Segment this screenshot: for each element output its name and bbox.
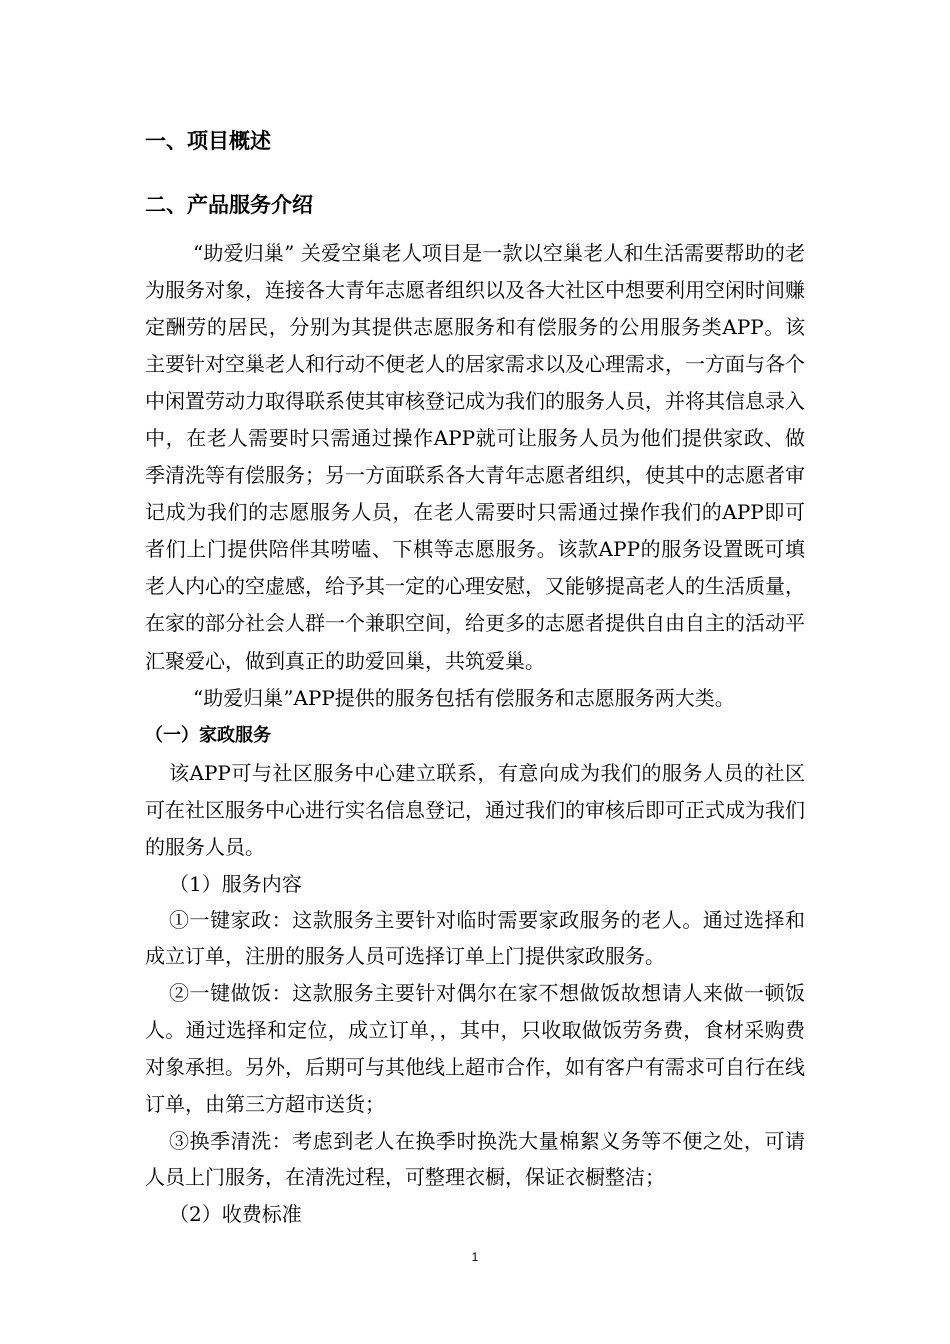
text-line: 者们上门提供陪伴其唠嗑、下棋等志愿服务。该款APP的服务设置既可填	[145, 537, 805, 561]
text-line: 订单，由第三方超市送货；	[145, 1092, 385, 1116]
text-line: 汇聚爱心，做到真正的助爱回巢，共筑爱巢。	[145, 649, 545, 673]
text-line: ③换季清洗：考虑到老人在换季时换洗大量棉絮义务等不便之处，可请	[169, 1129, 805, 1153]
text-line: 中，在老人需要时只需通过操作APP就可让服务人员为他们提供家政、做	[145, 426, 805, 450]
heading-product-service: 二、产品服务介绍	[145, 193, 313, 217]
text-line: 在家的部分社会人群一个兼职空间，给更多的志愿者提供自由自主的活动平	[145, 611, 805, 635]
section-heading: （一）家政服务	[145, 725, 271, 746]
heading-project-overview: 一、项目概述	[145, 129, 271, 153]
subheading: （2）收费标准	[169, 1202, 302, 1226]
text-line: ①一键家政：这款服务主要针对临时需要家政服务的老人。通过选择和	[169, 908, 805, 932]
text-line: 老人内心的空虚感，给予其一定的心理安慰，又能够提高老人的生活质量，	[145, 574, 805, 598]
text-line: 季清洗等有偿服务；另一方面联系各大青年志愿者组织，使其中的志愿者审	[145, 463, 805, 487]
text-line: 定酬劳的居民，分别为其提供志愿服务和有偿服务的公用服务类APP。该	[145, 315, 805, 339]
text-line: 成立订单，注册的服务人员可选择订单上门提供家政服务。	[145, 944, 665, 968]
text-line: 人。通过选择和定位，成立订单，，其中，只收取做饭劳务费，食材采购费	[145, 1018, 805, 1042]
text-line: 人员上门服务，在清洗过程，可整理衣橱，保证衣橱整洁；	[145, 1165, 665, 1189]
text-line: 记成为我们的志愿服务人员，在老人需要时只需通过操作我们的APP即可	[145, 500, 805, 524]
text-line: ②一键做饭：这款服务主要针对偶尔在家不想做饭故想请人来做一顿饭	[169, 981, 805, 1005]
text-line: 该APP可与社区服务中心建立联系，有意向成为我们的服务人员的社区	[169, 761, 805, 785]
text-line: “助爱归巢”APP提供的服务包括有偿服务和志愿服务两大类。	[193, 686, 735, 710]
page-number: 1	[471, 1250, 479, 1264]
text-line: “助爱归巢” 关爱空巢老人项目是一款以空巢老人和生活需要帮助的老	[193, 241, 805, 265]
text-line: 对象承担。另外，后期可与其他线上超市合作，如有客户有需求可自行在线	[145, 1055, 805, 1079]
text-line: 的服务人员。	[145, 835, 265, 859]
text-line: 可在社区服务中心进行实名信息登记，通过我们的审核后即可正式成为我们	[145, 798, 805, 822]
subheading: （1）服务内容	[169, 872, 302, 896]
text-line: 中闲置劳动力取得联系使其审核登记成为我们的服务人员，并将其信息录入	[145, 389, 805, 413]
text-line: 为服务对象，连接各大青年志愿者组织以及各大社区中想要利用空闲时间赚	[145, 278, 805, 302]
text-line: 主要针对空巢老人和行动不便老人的居家需求以及心理需求，一方面与各个	[145, 352, 805, 376]
